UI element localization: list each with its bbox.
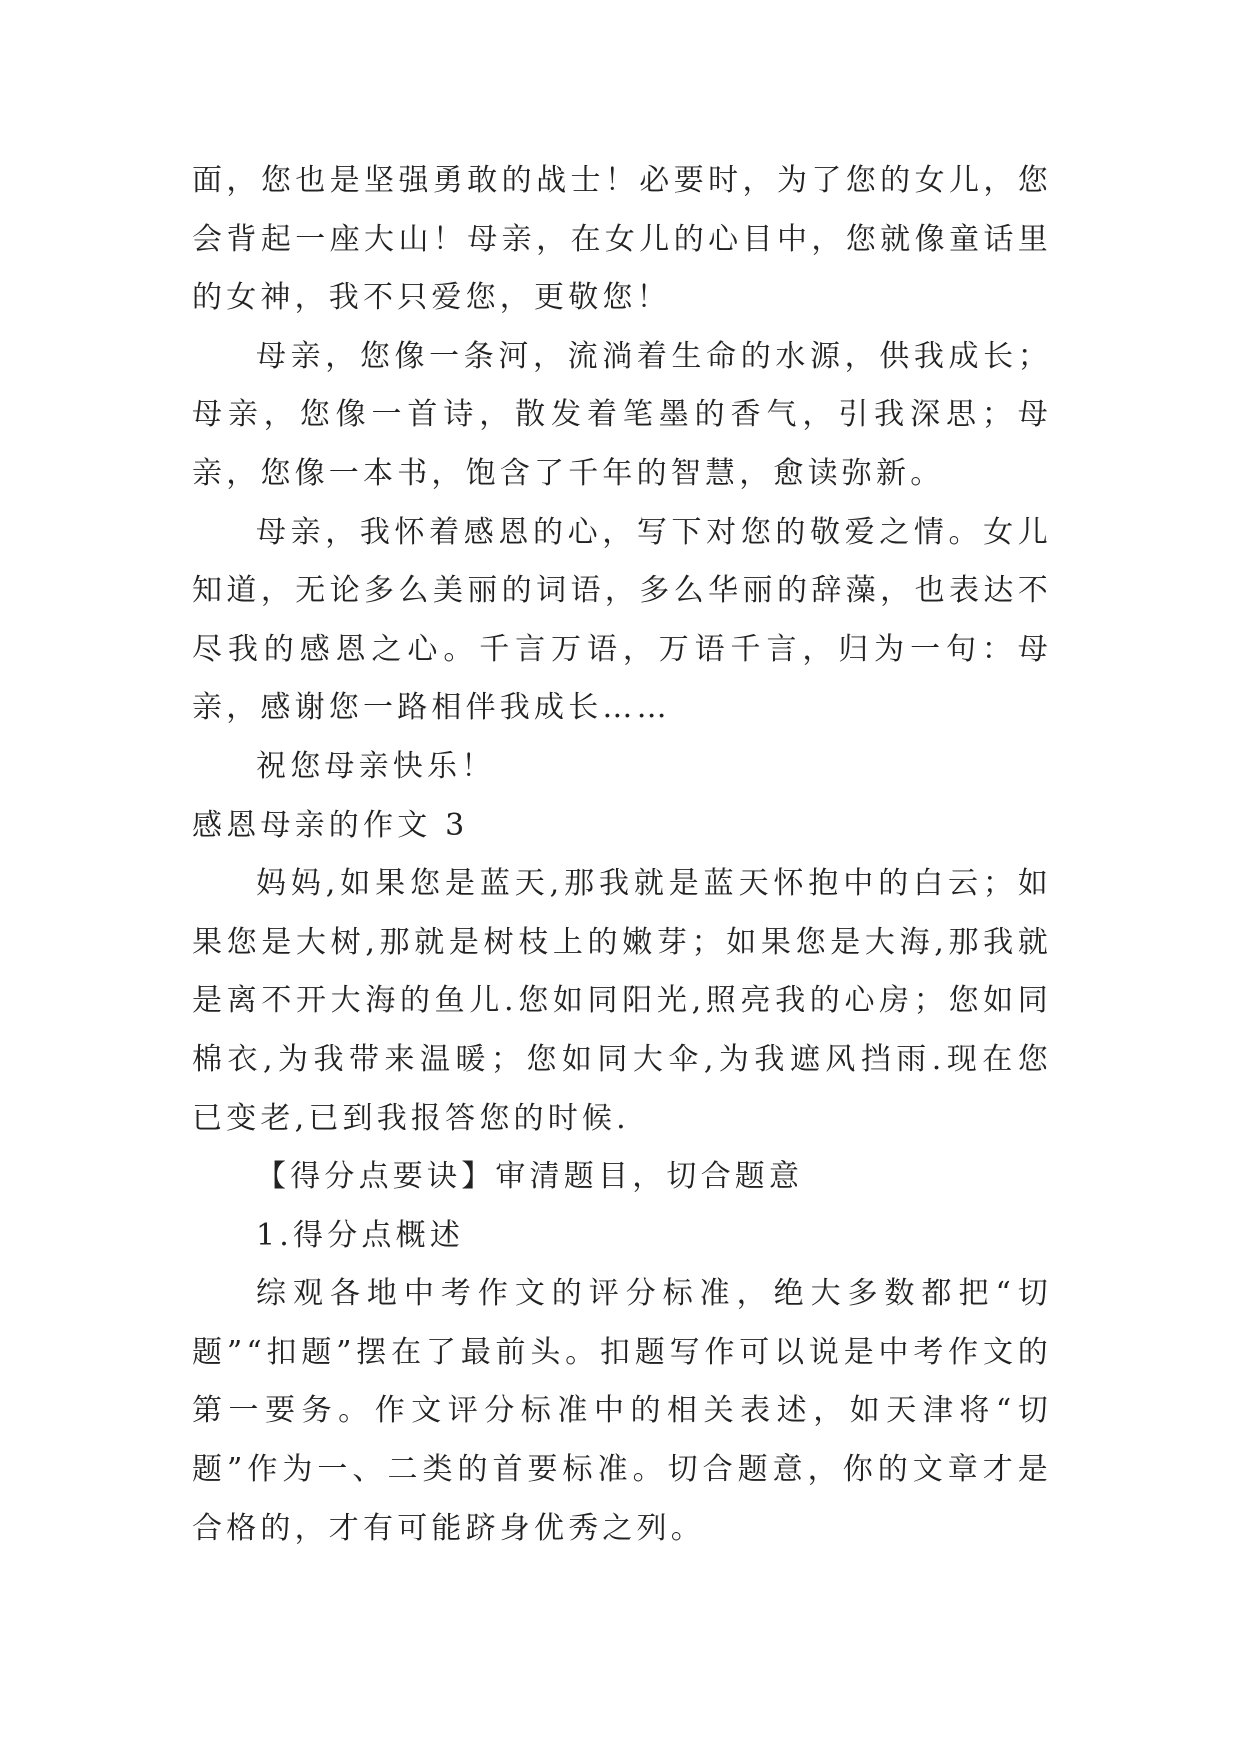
document-body: [192, 152, 1052, 1558]
paragraph-scoring-overview-title: 1.得分点概述: [256, 1217, 465, 1253]
paragraph-scoring-tip-title: 【得分点要诀】审清题目，切合题意: [256, 1159, 804, 1195]
paragraph-blessing: 祝您母亲快乐！: [256, 748, 496, 784]
paragraph-mom-metaphors: 妈妈,如果您是蓝天,那我就是蓝天怀抱中的白云；如果您是大树,那就是树枝上的嫩芽；如果您是大海,那我就是离不开大海的鱼儿.您如同阳光,照亮我的心房；您如同棉衣,为我带来温暖；您如同大伞,为我遮风挡雨.现在您已变老,已到我报答您的时候.: [192, 866, 1052, 1136]
paragraph-river-poem-book: 母亲，您像一条河，流淌着生命的水源，供我成长；母亲，您像一首诗，散发着笔墨的香气，引我深思；母亲，您像一本书，饱含了千年的智慧，愈读弥新。: [192, 338, 1052, 491]
paragraph-gratitude: 母亲，我怀着感恩的心，写下对您的敬爱之情。女儿知道，无论多么美丽的词语，多么华丽的辞藻，也表达不尽我的感恩之心。千言万语，万语千言，归为一句：母亲，感谢您一路相伴我成长……: [192, 514, 1052, 726]
paragraph-scoring-overview: 综观各地中考作文的评分标准，绝大多数都把“切题”“扣题”摆在了最前头。扣题写作可以说是中考作文的第一要务。作文评分标准中的相关表述，如天津将“切题”作为一、二类的首要标准。切合题意，你的文章才是合格的，才有可能跻身优秀之列。: [192, 1276, 1052, 1546]
paragraph-continuation: 面，您也是坚强勇敢的战士！必要时，为了您的女儿，您会背起一座大山！母亲，在女儿的心目中，您就像童话里的女神，我不只爱您，更敬您！: [192, 163, 1052, 316]
section-heading: 感恩母亲的作文 3: [192, 807, 469, 843]
